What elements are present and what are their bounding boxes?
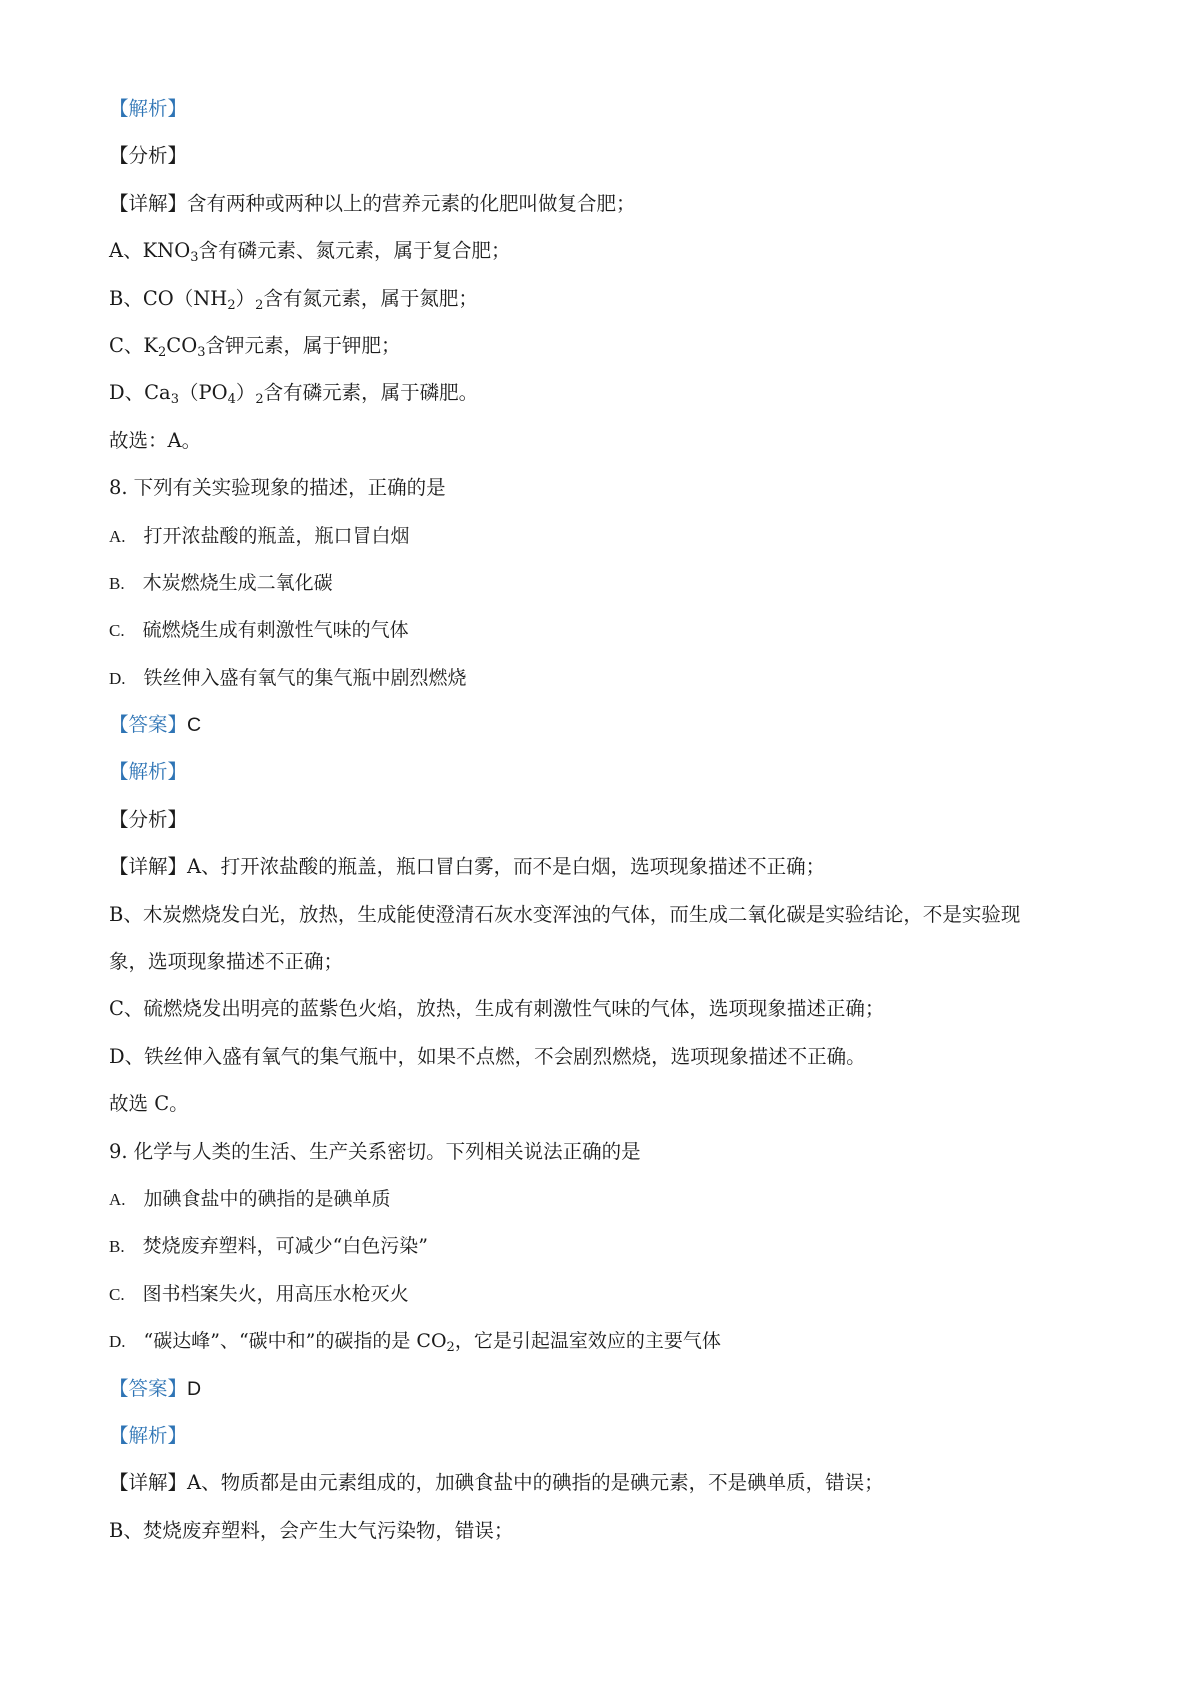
option-letter: B. — [109, 573, 125, 593]
option-letter: A. — [109, 526, 126, 546]
option-text: 图书档案失火，用高压水枪灭火 — [142, 1282, 409, 1305]
paragraph-text: B、焚烧废弃塑料，会产生大气污染物，错误； — [109, 1518, 514, 1542]
option-letter: C. — [109, 1284, 125, 1304]
analysis-heading — [109, 759, 1109, 806]
formula-text: ） — [235, 286, 256, 310]
subscript: 2 — [255, 392, 264, 408]
paragraph-text: A、物质都是由元素组成的，加碘食盐中的碘指的是碘元素，不是碘单质，错误； — [187, 1471, 884, 1495]
analysis-subheading — [109, 807, 1109, 854]
question-number: 9. — [109, 1139, 128, 1163]
answer-line — [109, 712, 1109, 759]
detail-paragraph — [109, 1470, 1109, 1517]
option-letter: A. — [109, 1189, 126, 1209]
answer-value: C — [187, 714, 202, 737]
paragraph-text: D、铁丝伸入盛有氧气的集气瓶中，如果不点燃，不会剧烈燃烧，选项现象描述不正确。 — [109, 1044, 866, 1068]
formula-text: B、CO（NH — [109, 286, 228, 310]
detail-line — [109, 996, 1109, 1043]
section-tag: 【解析】 — [109, 1423, 188, 1447]
paragraph-text: 含有氮元素，属于氮肥； — [263, 286, 478, 310]
paragraph-text: C、硫燃烧发出明亮的蓝紫色火焰，放热，生成有刺激性气味的气体，选项现象描述正确； — [109, 997, 885, 1021]
section-tag: 【解析】 — [109, 760, 188, 784]
option-letter: D. — [109, 668, 126, 688]
subscript: 4 — [227, 392, 236, 408]
paragraph-text: 含有两种或两种以上的营养元素的化肥叫做复合肥； — [187, 191, 636, 215]
option-a — [109, 523, 1109, 570]
option-text: 硫燃烧生成有刺激性气味的气体 — [142, 619, 409, 642]
question-text: 化学与人类的生活、生产关系密切。下列相关说法正确的是 — [133, 1139, 641, 1163]
option-d — [109, 1328, 1109, 1375]
paragraph-text: 含有磷元素、氮元素，属于复合肥； — [198, 239, 511, 263]
formula-text: C、K — [109, 333, 158, 357]
section-tag: 【解析】 — [109, 97, 188, 120]
detail-line — [109, 286, 1109, 333]
option-letter: B. — [109, 1237, 125, 1257]
option-text: ，它是引起温室效应的主要气体 — [454, 1330, 721, 1353]
detail-line — [109, 333, 1109, 380]
option-letter: C. — [109, 621, 125, 641]
answer-line — [109, 1376, 1109, 1423]
option-b — [109, 1233, 1109, 1280]
formula-text: （PO — [178, 381, 228, 405]
detail-paragraph — [109, 854, 1109, 901]
answer-value: D — [187, 1377, 202, 1400]
selection-line — [109, 428, 1109, 475]
section-tag: 【详解】 — [109, 191, 188, 215]
detail-line — [109, 949, 1109, 996]
paragraph-text: 含钾元素，属于钾肥； — [205, 333, 401, 357]
option-a — [109, 1186, 1109, 1233]
paragraph-text: B、木炭燃烧发白光，放热，生成能使澄清石灰水变浑浊的气体，而生成二氧化碳是实验结论，不是实验现 — [109, 902, 1021, 926]
subscript: 2 — [446, 1340, 455, 1356]
detail-paragraph — [109, 191, 1109, 238]
formula-text: D、Ca — [109, 381, 171, 405]
paragraph-text: 故选：A。 — [109, 428, 202, 452]
option-c — [109, 1281, 1109, 1328]
question-number: 8. — [109, 476, 128, 500]
subscript: 3 — [190, 250, 199, 266]
section-tag: 【详解】 — [109, 855, 188, 879]
detail-line — [109, 1518, 1109, 1565]
section-tag: 【答案】 — [109, 1376, 188, 1400]
question-9 — [109, 1139, 1109, 1186]
question-8 — [109, 475, 1109, 522]
formula-text: ） — [235, 381, 256, 405]
formula-text: A、KNO — [109, 239, 191, 263]
question-text: 下列有关实验现象的描述，正确的是 — [133, 476, 446, 500]
paragraph-text: 象，选项现象描述不正确； — [109, 950, 344, 974]
subscript: 2 — [227, 297, 236, 313]
analysis-subheading — [109, 143, 1109, 190]
detail-line — [109, 380, 1109, 427]
option-letter: D. — [109, 1332, 126, 1352]
section-tag: 【答案】 — [109, 713, 188, 737]
option-d — [109, 665, 1109, 712]
detail-line — [109, 1044, 1109, 1091]
subscript: 3 — [197, 344, 206, 360]
subscript: 2 — [158, 344, 167, 360]
option-c — [109, 617, 1109, 664]
paragraph-text: 含有磷元素，属于磷肥。 — [263, 381, 479, 405]
option-text: 焚烧废弃塑料，可减少“白色污染” — [142, 1235, 429, 1258]
subscript: 2 — [255, 297, 264, 313]
section-tag: 【分析】 — [109, 807, 188, 831]
paragraph-text: A、打开浓盐酸的瓶盖，瓶口冒白雾，而不是白烟，选项现象描述不正确； — [187, 855, 826, 879]
analysis-heading — [109, 96, 1109, 143]
option-text: 打开浓盐酸的瓶盖，瓶口冒白烟 — [143, 524, 410, 547]
option-text: 铁丝伸入盛有氧气的集气瓶中剧烈燃烧 — [143, 666, 467, 689]
paragraph-text: 故选 C。 — [109, 1092, 189, 1116]
formula-text: CO — [166, 333, 198, 357]
section-tag: 【详解】 — [109, 1471, 188, 1495]
option-b — [109, 570, 1109, 617]
analysis-heading — [109, 1423, 1109, 1470]
detail-line — [109, 238, 1109, 285]
selection-line — [109, 1091, 1109, 1138]
option-text: “碳达峰”、“碳中和”的碳指的是 CO — [143, 1330, 447, 1353]
detail-line — [109, 902, 1109, 949]
document-content — [109, 96, 1109, 1565]
option-text: 木炭燃烧生成二氧化碳 — [142, 571, 333, 594]
subscript: 3 — [170, 392, 179, 408]
section-tag: 【分析】 — [109, 144, 188, 168]
option-text: 加碘食盐中的碘指的是碘单质 — [143, 1187, 391, 1210]
